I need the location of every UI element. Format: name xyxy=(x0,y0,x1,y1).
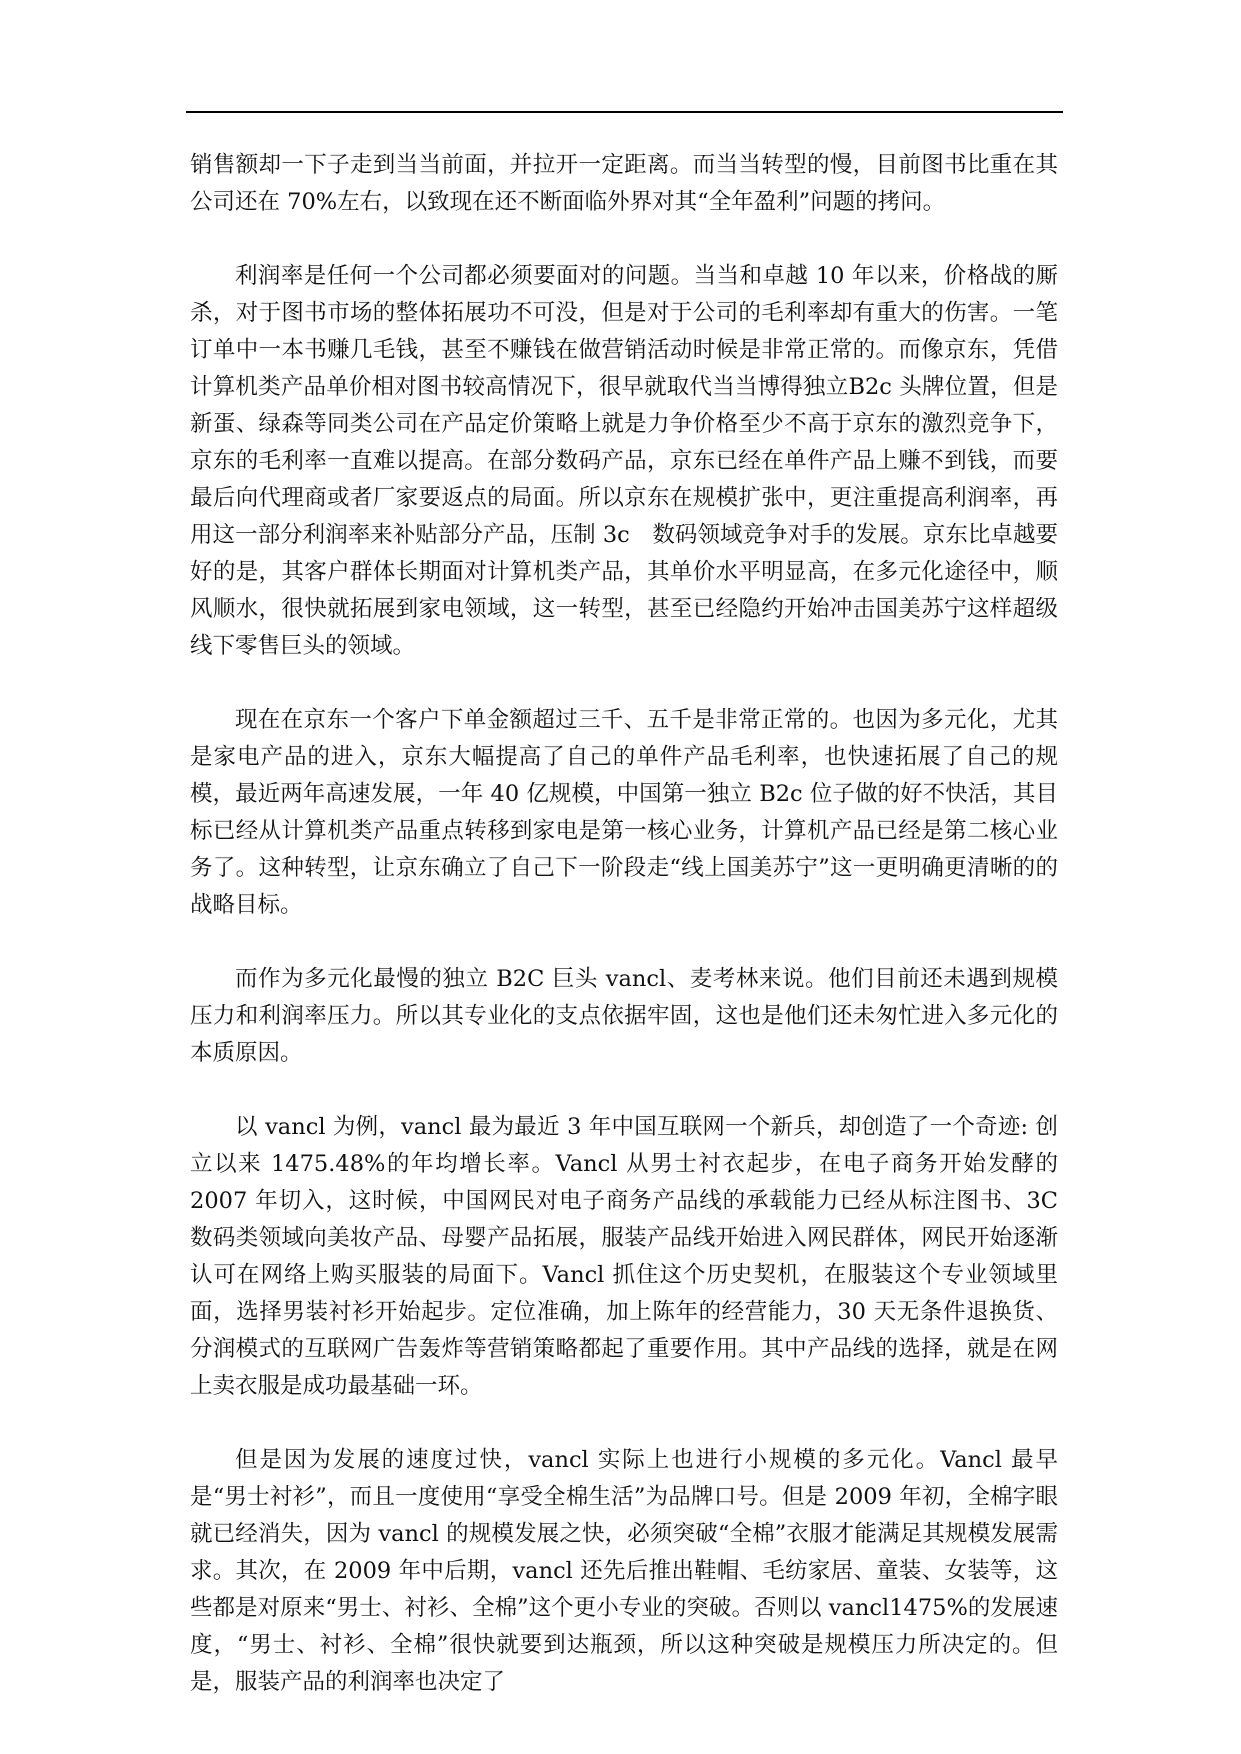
paragraph-vancl-example: 以 vancl 为例，vancl 最为最近 3 年中国互联网一个新兵，却创造了一个奇迹: 创立以来 1475.48%的年均增长率。Vancl 从男士衬衣起步，在电子商务开始发酵的 2007 年切入，这时候，中国网民对电子商务产品线的承载能力已经从标注图书、3C 数码类领域向美妆产品、母婴产品拓展，服装产品线开始进入网民群体，网民开始逐渐认可在网络上购买服装的局面下。Vancl 抓住这个历史契机，在服装这个专业领域里面，选择男装衬衫开始起步。定位准确，加上陈年的经营能力，30 天无条件退换货、分润模式的互联网广告轰炸等营销策略都起了重要作用。其中产品线的选择，就是在网上卖衣服是成功最基础一环。 xyxy=(190,1114,1058,1399)
header-rule xyxy=(186,111,1063,113)
paragraph-profit-margin: 利润率是任何一个公司都必须要面对的问题。当当和卓越 10 年以来，价格战的厮杀，对于图书市场的整体拓展功不可没，但是对于公司的毛利率却有重大的伤害。一笔订单中一本书赚几毛钱，甚至不赚钱在做营销活动时候是非常正常的。而像京东，凭借计算机类产品单价相对图书较高情况下，很早就取代当当博得独立B2c 头牌位置，但是新蛋、绿森等同类公司在产品定价策略上就是力争价格至少不高于京东的激烈竞争下，京东的毛利率一直难以提高。在部分数码产品，京东已经在单件产品上赚不到钱，而要最后向代理商或者厂家要返点的局面。所以京东在规模扩张中，更注重提高利润率，再用这一部分利润率来补贴部分产品，压制 3c 数码领域竞争对手的发展。京东比卓越要好的是，其客户群体长期面对计算机类产品，其单价水平明显高，在多元化途径中，顺风顺水，很快就拓展到家电领域，这一转型，甚至已经隐约开始冲击国美苏宁这样超级线下零售巨头的领域。 xyxy=(190,263,1058,659)
body-text xyxy=(190,147,1058,1701)
paragraph-continuation: 销售额却一下子走到当当前面，并拉开一定距离。而当当转型的慢，目前图书比重在其公司还在 70%左右，以致现在还不断面临外界对其“全年盈利”问题的拷问。 xyxy=(190,152,1058,215)
paragraph-jingdong-now: 现在在京东一个客户下单金额超过三千、五千是非常正常的。也因为多元化，尤其是家电产品的进入，京东大幅提高了自己的单件产品毛利率，也快速拓展了自己的规模，最近两年高速发展，一年 40 亿规模，中国第一独立 B2c 位子做的好不快活，其目标已经从计算机类产品重点转移到家电是第一核心业务，计算机产品已经是第二核心业务了。这种转型，让京东确立了自己下一阶段走“线上国美苏宁”这一更明确更清晰的的战略目标。 xyxy=(190,707,1058,918)
paragraph-vancl-diversify: 但是因为发展的速度过快，vancl 实际上也进行小规模的多元化。Vancl 最早是“男士衬衫”，而且一度使用“享受全棉生活”为品牌口号。但是 2009 年初，全棉字眼就已经消失，因为 vancl 的规模发展之快，必须突破“全棉”衣服才能满足其规模发展需求。其次，在 2009 年中后期，vancl 还先后推出鞋帽、毛纺家居、童装、女装等，这些都是对原来“男士、衬衫、全棉”这个更小专业的突破。否则以 vancl1475%的发展速度，“男士、衬衫、全棉”很快就要到达瓶颈，所以这种突破是规模压力所决定的。但是，服装产品的利润率也决定了 xyxy=(190,1447,1058,1695)
paragraph-vancl-mecoxlane: 而作为多元化最慢的独立 B2C 巨头 vancl、麦考林来说。他们目前还未遇到规模压力和利润率压力。所以其专业化的支点依据牢固，这也是他们还未匆忙进入多元化的本质原因。 xyxy=(190,966,1058,1066)
